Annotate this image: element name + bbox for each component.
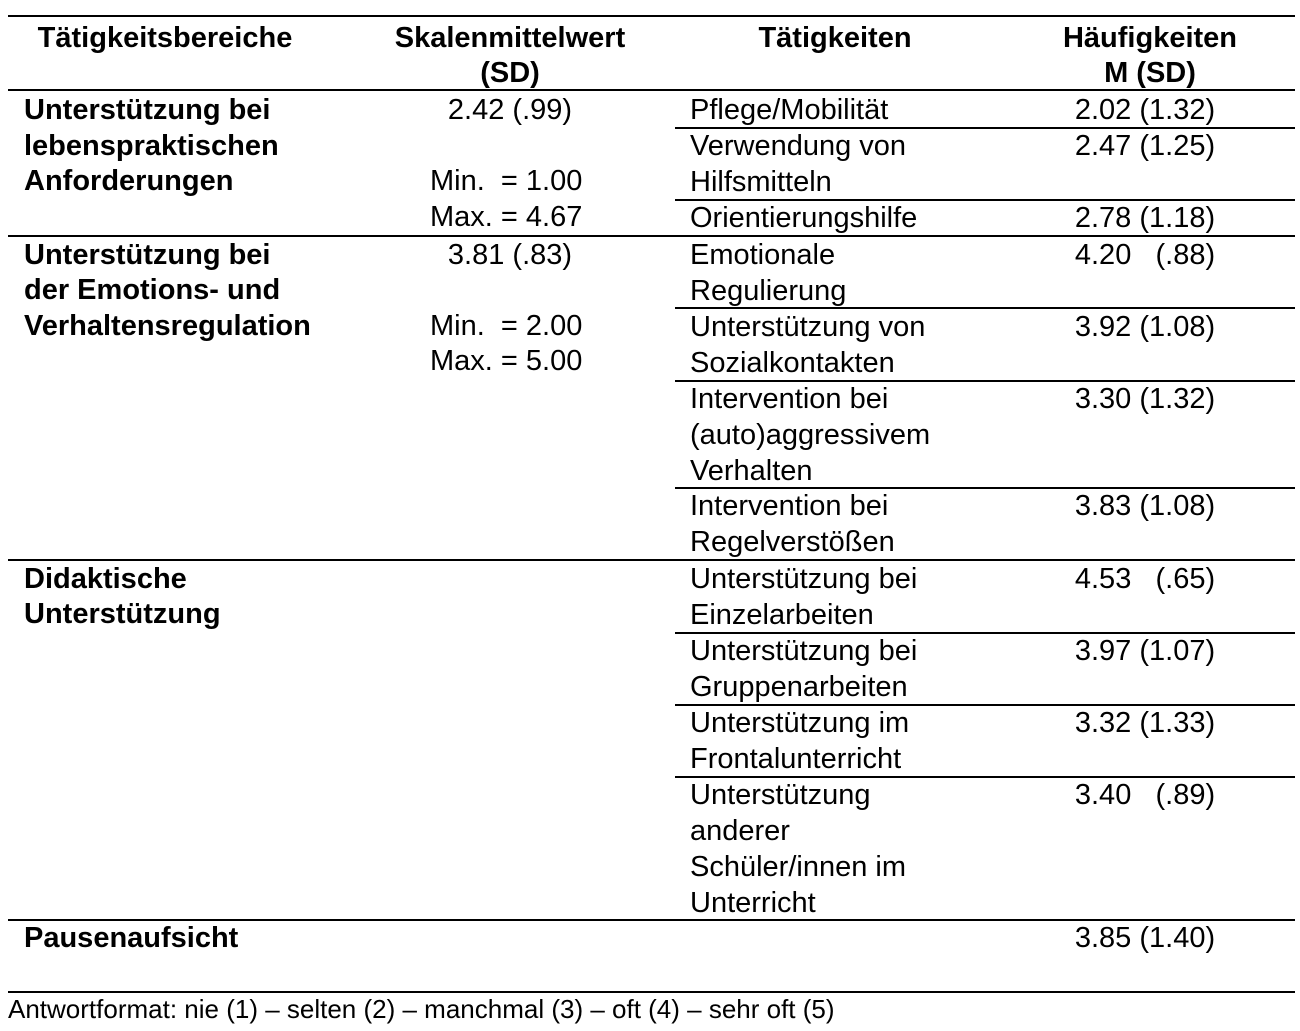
- header-col-taetigkeitsbereiche: Tätigkeitsbereiche: [37, 22, 293, 54]
- activity-freq: 2.02 (1.32): [1074, 94, 1216, 126]
- area-label: Unterstützung: [24, 598, 221, 630]
- area-label: Unterstützung bei: [24, 239, 271, 271]
- activity-name: Verwendung von Hilfsmitteln: [690, 130, 907, 198]
- activity-freq: 4.20 (.88): [1074, 239, 1216, 271]
- area-label: lebenspraktischen: [24, 130, 279, 162]
- header-col-haeufigkeiten-msd: M (SD): [1104, 57, 1196, 89]
- scale-mean: 2.42 (.99): [447, 94, 573, 126]
- scale-min: Min. = 1.00: [430, 165, 583, 197]
- area-label: Unterstützung bei: [24, 94, 271, 126]
- scale-min: Min. = 2.00: [430, 310, 583, 342]
- activity-freq: 4.53 (.65): [1074, 563, 1216, 595]
- activity-name: Unterstützung anderer Schüler/innen im Unterricht: [690, 779, 906, 919]
- area-label: Didaktische: [24, 563, 187, 595]
- header-col-taetigkeiten: Tätigkeiten: [758, 22, 912, 54]
- activity-name: Pflege/Mobilität: [690, 94, 889, 126]
- area-label: Anforderungen: [24, 165, 234, 197]
- header-col-haeufigkeiten: Häufigkeiten: [1062, 22, 1238, 54]
- scale-max: Max. = 4.67: [430, 201, 583, 233]
- activity-name: Unterstützung im Frontalunterricht: [690, 707, 910, 775]
- activity-freq: 3.83 (1.08): [1074, 490, 1216, 522]
- activity-name: Unterstützung von Sozialkontakten: [690, 311, 926, 379]
- activity-name: Emotionale Regulierung: [690, 239, 847, 307]
- activity-freq: 3.40 (.89): [1074, 779, 1216, 811]
- area-label: der Emotions- und: [24, 274, 281, 306]
- activity-name: Intervention bei Regelverstößen: [690, 490, 895, 558]
- area-label: Verhaltensregulation: [24, 310, 311, 342]
- activity-freq: 2.47 (1.25): [1074, 130, 1216, 162]
- scale-max: Max. = 5.00: [430, 345, 583, 377]
- activity-freq: 3.85 (1.40): [1074, 922, 1216, 954]
- activity-name: Orientierungshilfe: [690, 202, 918, 234]
- activity-freq: 2.78 (1.18): [1074, 202, 1216, 234]
- activity-name: Intervention bei (auto)aggressivem Verhalten: [690, 383, 931, 487]
- activity-name: Unterstützung bei Einzelarbeiten: [690, 563, 918, 631]
- footnote: Antwortformat: nie (1) – selten (2) – manchmal (3) – oft (4) – sehr oft (5): [8, 994, 835, 1024]
- activity-freq: 3.30 (1.32): [1074, 383, 1216, 415]
- activity-freq: 3.92 (1.08): [1074, 311, 1216, 343]
- activity-freq: 3.97 (1.07): [1074, 635, 1216, 667]
- header-col-skalenmittelwert: Skalenmittelwert: [394, 22, 626, 54]
- table-top-rule: [8, 15, 1295, 17]
- scale-mean: 3.81 (.83): [447, 239, 573, 271]
- activity-name: Unterstützung bei Gruppenarbeiten: [690, 635, 918, 703]
- area-label: Pausenaufsicht: [24, 922, 239, 954]
- activity-freq: 3.32 (1.33): [1074, 707, 1216, 739]
- header-col-skalenmittelwert-sd: (SD): [480, 57, 540, 89]
